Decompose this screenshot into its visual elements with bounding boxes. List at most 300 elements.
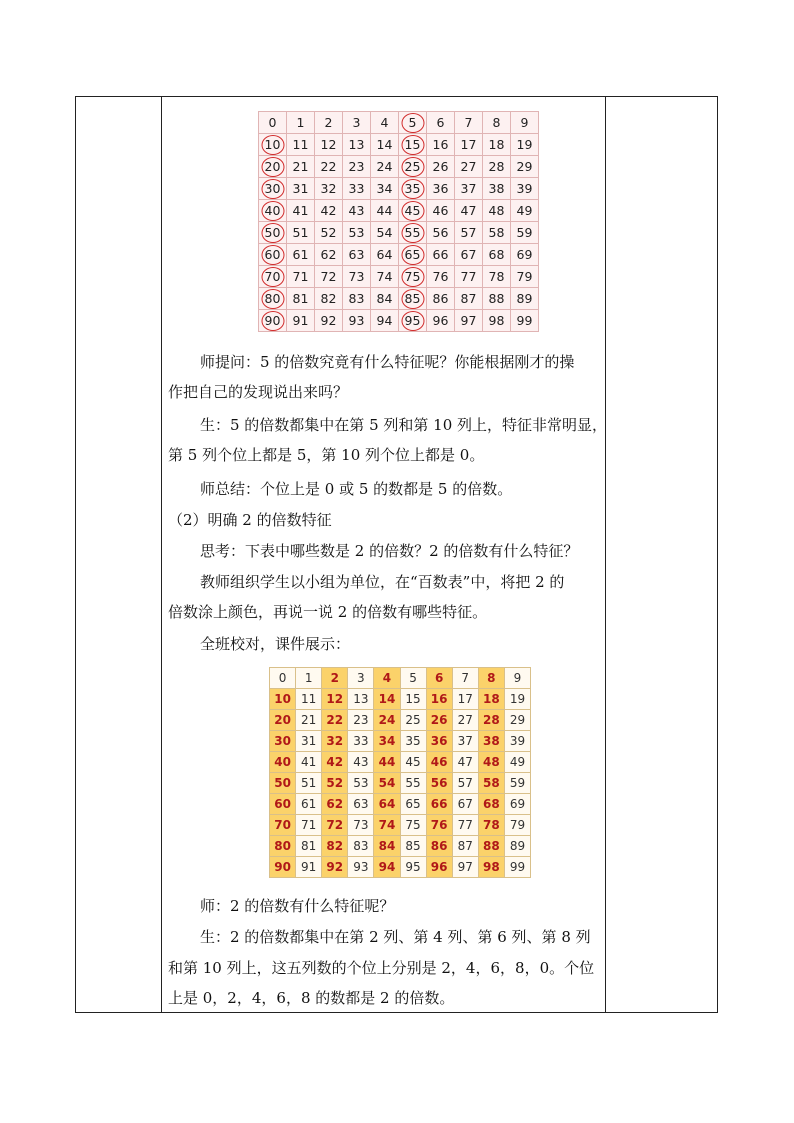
grid-cell: [270, 836, 296, 857]
cell-number: 97: [457, 860, 473, 874]
grid-cell: [511, 244, 539, 266]
cell-number: 86: [430, 839, 448, 853]
cell-number: 79: [509, 818, 526, 832]
cell-number: 51: [301, 776, 317, 790]
grid-cell: [348, 668, 374, 689]
grid-cell: [511, 288, 539, 310]
grid-cell: [504, 836, 530, 857]
grid-row: [270, 794, 531, 815]
cell-number: 77: [457, 818, 473, 832]
grid-cell: [455, 156, 483, 178]
grid-cell: [452, 689, 478, 710]
grid-cell: [371, 266, 399, 288]
grid-cell: [315, 178, 343, 200]
grid-row: [270, 668, 531, 689]
cell-number: 33: [353, 734, 369, 748]
hundred-chart-multiples-of-2: [269, 667, 531, 878]
cell-number: 26: [430, 713, 448, 727]
circle-mark: [261, 157, 284, 177]
grid-cell: [259, 134, 287, 156]
grid-cell: [322, 689, 348, 710]
grid-cell: [511, 310, 539, 332]
grid-cell: [343, 288, 371, 310]
grid-cell: [343, 244, 371, 266]
cell-number: 56: [432, 225, 449, 240]
cell-number: 86: [432, 291, 449, 306]
cell-number: 21: [292, 159, 309, 174]
circle-mark: [401, 113, 424, 133]
cell-number: 80: [264, 291, 281, 306]
grid-cell: [478, 815, 504, 836]
grid-cell: [296, 752, 322, 773]
grid-cell: [270, 710, 296, 731]
cell-number: 30: [274, 734, 291, 748]
grid-cell: [315, 200, 343, 222]
cell-number: 81: [292, 291, 309, 306]
grid-row: [259, 200, 539, 222]
grid-row: [259, 222, 539, 244]
grid-cell: [400, 668, 426, 689]
cell-number: 18: [482, 692, 500, 706]
cell-number: 9: [513, 671, 522, 685]
cell-number: 98: [488, 313, 505, 328]
cell-number: 41: [292, 203, 309, 218]
grid-cell: [504, 689, 530, 710]
paragraph-line: 生：2 的倍数都集中在第 2 列、第 4 列、第 6 列、第 8 列: [200, 928, 591, 946]
grid-cell: [452, 857, 478, 878]
grid-cell: [315, 112, 343, 134]
cell-number: 57: [457, 776, 473, 790]
circle-mark: [401, 135, 424, 155]
grid-cell: [322, 836, 348, 857]
cell-number: 19: [509, 692, 526, 706]
circle-mark: [261, 135, 284, 155]
cell-number: 94: [378, 860, 396, 874]
grid-cell: [455, 266, 483, 288]
grid-cell: [296, 668, 322, 689]
grid-cell: [400, 794, 426, 815]
cell-number: 35: [404, 181, 421, 196]
cell-number: 37: [460, 181, 477, 196]
grid-cell: [483, 288, 511, 310]
cell-number: 93: [353, 860, 369, 874]
cell-number: 52: [320, 225, 337, 240]
grid-cell: [452, 815, 478, 836]
cell-number: 44: [376, 203, 393, 218]
cell-number: 90: [264, 313, 281, 328]
cell-number: 42: [320, 203, 337, 218]
grid-cell: [452, 773, 478, 794]
circle-mark: [401, 179, 424, 199]
grid-cell: [259, 244, 287, 266]
cell-number: 13: [348, 137, 365, 152]
grid-cell: [374, 689, 400, 710]
cell-number: 42: [326, 755, 344, 769]
cell-number: 16: [430, 692, 448, 706]
cell-number: 89: [509, 839, 526, 853]
grid-cell: [322, 815, 348, 836]
grid-cell: [287, 222, 315, 244]
cell-number: 92: [320, 313, 337, 328]
cell-number: 70: [264, 269, 281, 284]
cell-number: 82: [320, 291, 337, 306]
grid-cell: [399, 244, 427, 266]
cell-number: 91: [301, 860, 317, 874]
cell-number: 15: [404, 137, 421, 152]
grid-cell: [483, 266, 511, 288]
paragraph-line: 生：5 的倍数都集中在第 5 列和第 10 列上，特征非常明显，: [200, 416, 608, 434]
circle-mark: [401, 201, 424, 221]
grid-row: [259, 112, 539, 134]
grid-cell: [348, 773, 374, 794]
grid-cell: [259, 310, 287, 332]
cell-number: 47: [457, 755, 473, 769]
cell-number: 36: [432, 181, 449, 196]
cell-number: 77: [460, 269, 477, 284]
cell-number: 81: [301, 839, 317, 853]
cell-number: 93: [348, 313, 365, 328]
grid-cell: [478, 836, 504, 857]
grid-cell: [483, 156, 511, 178]
grid-cell: [399, 266, 427, 288]
cell-number: 10: [264, 137, 281, 152]
grid-cell: [343, 134, 371, 156]
grid-cell: [478, 773, 504, 794]
grid-cell: [374, 794, 400, 815]
grid-row: [270, 773, 531, 794]
cell-number: 38: [488, 181, 505, 196]
cell-number: 45: [405, 755, 421, 769]
cell-number: 34: [378, 734, 396, 748]
cell-number: 25: [405, 713, 421, 727]
cell-number: 60: [274, 797, 291, 811]
cell-number: 17: [457, 692, 473, 706]
grid-cell: [426, 668, 452, 689]
grid-row: [259, 310, 539, 332]
cell-number: 3: [357, 671, 365, 685]
cell-number: 6: [434, 671, 444, 685]
grid-cell: [371, 288, 399, 310]
cell-number: 50: [274, 776, 291, 790]
paragraph-line: 上是 0，2，4，6，8 的数都是 2 的倍数。: [168, 989, 455, 1007]
cell-number: 62: [320, 247, 337, 262]
grid-cell: [504, 815, 530, 836]
grid-row: [259, 134, 539, 156]
cell-number: 84: [378, 839, 396, 853]
cell-number: 1: [296, 115, 305, 130]
grid-cell: [511, 156, 539, 178]
circle-mark: [401, 245, 424, 265]
circle-mark: [261, 311, 284, 331]
grid-cell: [452, 794, 478, 815]
cell-number: 53: [353, 776, 369, 790]
grid-cell: [478, 731, 504, 752]
cell-number: 34: [376, 181, 393, 196]
cell-number: 61: [301, 797, 317, 811]
grid-row: [270, 815, 531, 836]
cell-number: 69: [509, 797, 526, 811]
cell-number: 43: [353, 755, 369, 769]
grid-cell: [348, 689, 374, 710]
cell-number: 73: [348, 269, 365, 284]
grid-cell: [455, 134, 483, 156]
grid-cell: [296, 689, 322, 710]
grid-cell: [322, 710, 348, 731]
circle-mark: [261, 289, 284, 309]
grid-cell: [452, 710, 478, 731]
cell-number: 98: [482, 860, 500, 874]
grid-cell: [399, 112, 427, 134]
grid-cell: [259, 222, 287, 244]
grid-cell: [259, 112, 287, 134]
cell-number: 67: [460, 247, 477, 262]
grid-cell: [287, 310, 315, 332]
cell-number: 18: [488, 137, 505, 152]
grid-cell: [426, 731, 452, 752]
cell-number: 28: [488, 159, 505, 174]
cell-number: 44: [378, 755, 396, 769]
cell-number: 28: [482, 713, 500, 727]
cell-number: 66: [432, 247, 449, 262]
grid-cell: [399, 310, 427, 332]
cell-number: 12: [326, 692, 344, 706]
grid-cell: [315, 288, 343, 310]
circle-mark: [401, 157, 424, 177]
grid-cell: [374, 731, 400, 752]
cell-number: 5: [409, 671, 417, 685]
cell-number: 72: [326, 818, 344, 832]
grid-row: [270, 689, 531, 710]
grid-cell: [371, 156, 399, 178]
cell-number: 75: [405, 818, 421, 832]
cell-number: 20: [264, 159, 281, 174]
grid-cell: [287, 288, 315, 310]
grid-cell: [511, 178, 539, 200]
grid-row: [259, 178, 539, 200]
grid-cell: [427, 134, 455, 156]
cell-number: 40: [264, 203, 281, 218]
grid-cell: [270, 731, 296, 752]
grid-cell: [287, 112, 315, 134]
grid-cell: [315, 310, 343, 332]
grid-cell: [399, 200, 427, 222]
cell-number: 92: [326, 860, 344, 874]
grid-cell: [511, 266, 539, 288]
grid-cell: [478, 857, 504, 878]
cell-number: 58: [488, 225, 505, 240]
paragraph-line: 作把自己的发现说出来吗？: [168, 383, 349, 401]
grid-cell: [322, 668, 348, 689]
cell-number: 22: [326, 713, 344, 727]
grid-cell: [426, 710, 452, 731]
grid-cell: [399, 288, 427, 310]
grid-cell: [259, 200, 287, 222]
cell-number: 65: [405, 797, 421, 811]
grid-cell: [427, 200, 455, 222]
cell-number: 21: [301, 713, 317, 727]
grid-cell: [478, 710, 504, 731]
cell-number: 11: [292, 137, 309, 152]
grid-cell: [270, 689, 296, 710]
cell-number: 33: [348, 181, 365, 196]
grid-cell: [315, 156, 343, 178]
cell-number: 19: [516, 137, 533, 152]
grid-cell: [399, 156, 427, 178]
cell-number: 31: [301, 734, 317, 748]
cell-number: 80: [274, 839, 291, 853]
grid-cell: [348, 752, 374, 773]
grid-cell: [400, 815, 426, 836]
paragraph-line: 第 5 列个位上都是 5，第 10 列个位上都是 0。: [168, 446, 485, 464]
cell-number: 59: [509, 776, 526, 790]
cell-number: 76: [432, 269, 449, 284]
cell-number: 63: [353, 797, 369, 811]
grid-cell: [504, 773, 530, 794]
grid-cell: [452, 836, 478, 857]
grid-cell: [259, 178, 287, 200]
grid-cell: [478, 689, 504, 710]
cell-number: 82: [326, 839, 344, 853]
grid-cell: [455, 310, 483, 332]
grid-cell: [427, 156, 455, 178]
cell-number: 71: [301, 818, 317, 832]
circle-mark: [401, 311, 424, 331]
grid-cell: [400, 857, 426, 878]
circle-mark: [261, 267, 284, 287]
cell-number: 55: [404, 225, 421, 240]
grid-cell: [452, 752, 478, 773]
grid-row: [259, 156, 539, 178]
cell-number: 30: [264, 181, 281, 196]
cell-number: 87: [457, 839, 473, 853]
cell-number: 43: [348, 203, 365, 218]
grid-cell: [315, 266, 343, 288]
grid-cell: [504, 731, 530, 752]
cell-number: 74: [376, 269, 393, 284]
grid-cell: [287, 178, 315, 200]
circle-mark: [401, 267, 424, 287]
cell-number: 64: [378, 797, 396, 811]
cell-number: 14: [376, 137, 393, 152]
cell-number: 96: [430, 860, 448, 874]
cell-number: 54: [376, 225, 393, 240]
grid-cell: [483, 200, 511, 222]
cell-number: 46: [432, 203, 449, 218]
cell-number: 87: [460, 291, 477, 306]
grid-cell: [504, 710, 530, 731]
grid-cell: [483, 222, 511, 244]
grid-cell: [504, 752, 530, 773]
cell-number: 55: [405, 776, 421, 790]
grid-cell: [259, 156, 287, 178]
cell-number: 83: [348, 291, 365, 306]
grid-cell: [427, 288, 455, 310]
grid-cell: [455, 222, 483, 244]
cell-number: 88: [488, 291, 505, 306]
cell-number: 76: [430, 818, 448, 832]
grid-cell: [478, 752, 504, 773]
grid-row: [270, 836, 531, 857]
cell-number: 35: [405, 734, 421, 748]
cell-number: 22: [320, 159, 337, 174]
grid-cell: [478, 794, 504, 815]
grid-cell: [270, 794, 296, 815]
grid-cell: [315, 134, 343, 156]
cell-number: 11: [301, 692, 317, 706]
section-heading: （2）明确 2 的倍数特征: [168, 511, 332, 529]
cell-number: 89: [516, 291, 533, 306]
cell-number: 84: [376, 291, 393, 306]
cell-number: 4: [380, 115, 389, 130]
cell-number: 9: [520, 115, 529, 130]
paragraph-line: 师：2 的倍数有什么特征呢？: [200, 897, 395, 915]
cell-number: 63: [348, 247, 365, 262]
cell-number: 97: [460, 313, 477, 328]
cell-number: 54: [378, 776, 396, 790]
cell-number: 79: [516, 269, 533, 284]
grid-cell: [455, 244, 483, 266]
grid-cell: [371, 134, 399, 156]
grid-cell: [296, 857, 322, 878]
grid-cell: [483, 134, 511, 156]
grid-cell: [478, 668, 504, 689]
cell-number: 53: [348, 225, 365, 240]
grid-cell: [455, 178, 483, 200]
circle-mark: [401, 289, 424, 309]
grid-cell: [374, 815, 400, 836]
cell-number: 29: [516, 159, 533, 174]
hundred-chart-multiples-of-5: [258, 111, 539, 332]
grid-cell: [348, 710, 374, 731]
cell-number: 24: [378, 713, 396, 727]
cell-number: 46: [430, 755, 448, 769]
cell-number: 13: [353, 692, 369, 706]
cell-number: 27: [460, 159, 477, 174]
paragraph-line: 倍数涂上颜色，再说一说 2 的倍数有哪些特征。: [168, 603, 488, 621]
cell-number: 6: [436, 115, 445, 130]
grid-cell: [426, 689, 452, 710]
cell-number: 10: [274, 692, 291, 706]
cell-number: 99: [509, 860, 526, 874]
paragraph-line: 教师组织学生以小组为单位，在“百数表”中，将把 2 的: [200, 573, 565, 591]
cell-number: 7: [464, 115, 473, 130]
cell-number: 2: [324, 115, 333, 130]
cell-number: 36: [430, 734, 448, 748]
cell-number: 26: [432, 159, 449, 174]
grid-cell: [296, 815, 322, 836]
grid-cell: [511, 134, 539, 156]
circle-mark: [261, 245, 284, 265]
cell-number: 52: [326, 776, 344, 790]
cell-number: 0: [268, 115, 277, 130]
grid-cell: [427, 244, 455, 266]
cell-number: 37: [457, 734, 473, 748]
cell-number: 7: [461, 671, 470, 685]
grid-row: [259, 266, 539, 288]
grid-cell: [371, 178, 399, 200]
cell-number: 96: [432, 313, 449, 328]
grid-cell: [455, 112, 483, 134]
grid-cell: [270, 752, 296, 773]
grid-cell: [371, 200, 399, 222]
grid-cell: [511, 200, 539, 222]
cell-number: 8: [487, 671, 496, 685]
cell-number: 68: [488, 247, 505, 262]
grid-cell: [426, 794, 452, 815]
grid-cell: [322, 752, 348, 773]
grid-cell: [399, 134, 427, 156]
grid-cell: [452, 731, 478, 752]
